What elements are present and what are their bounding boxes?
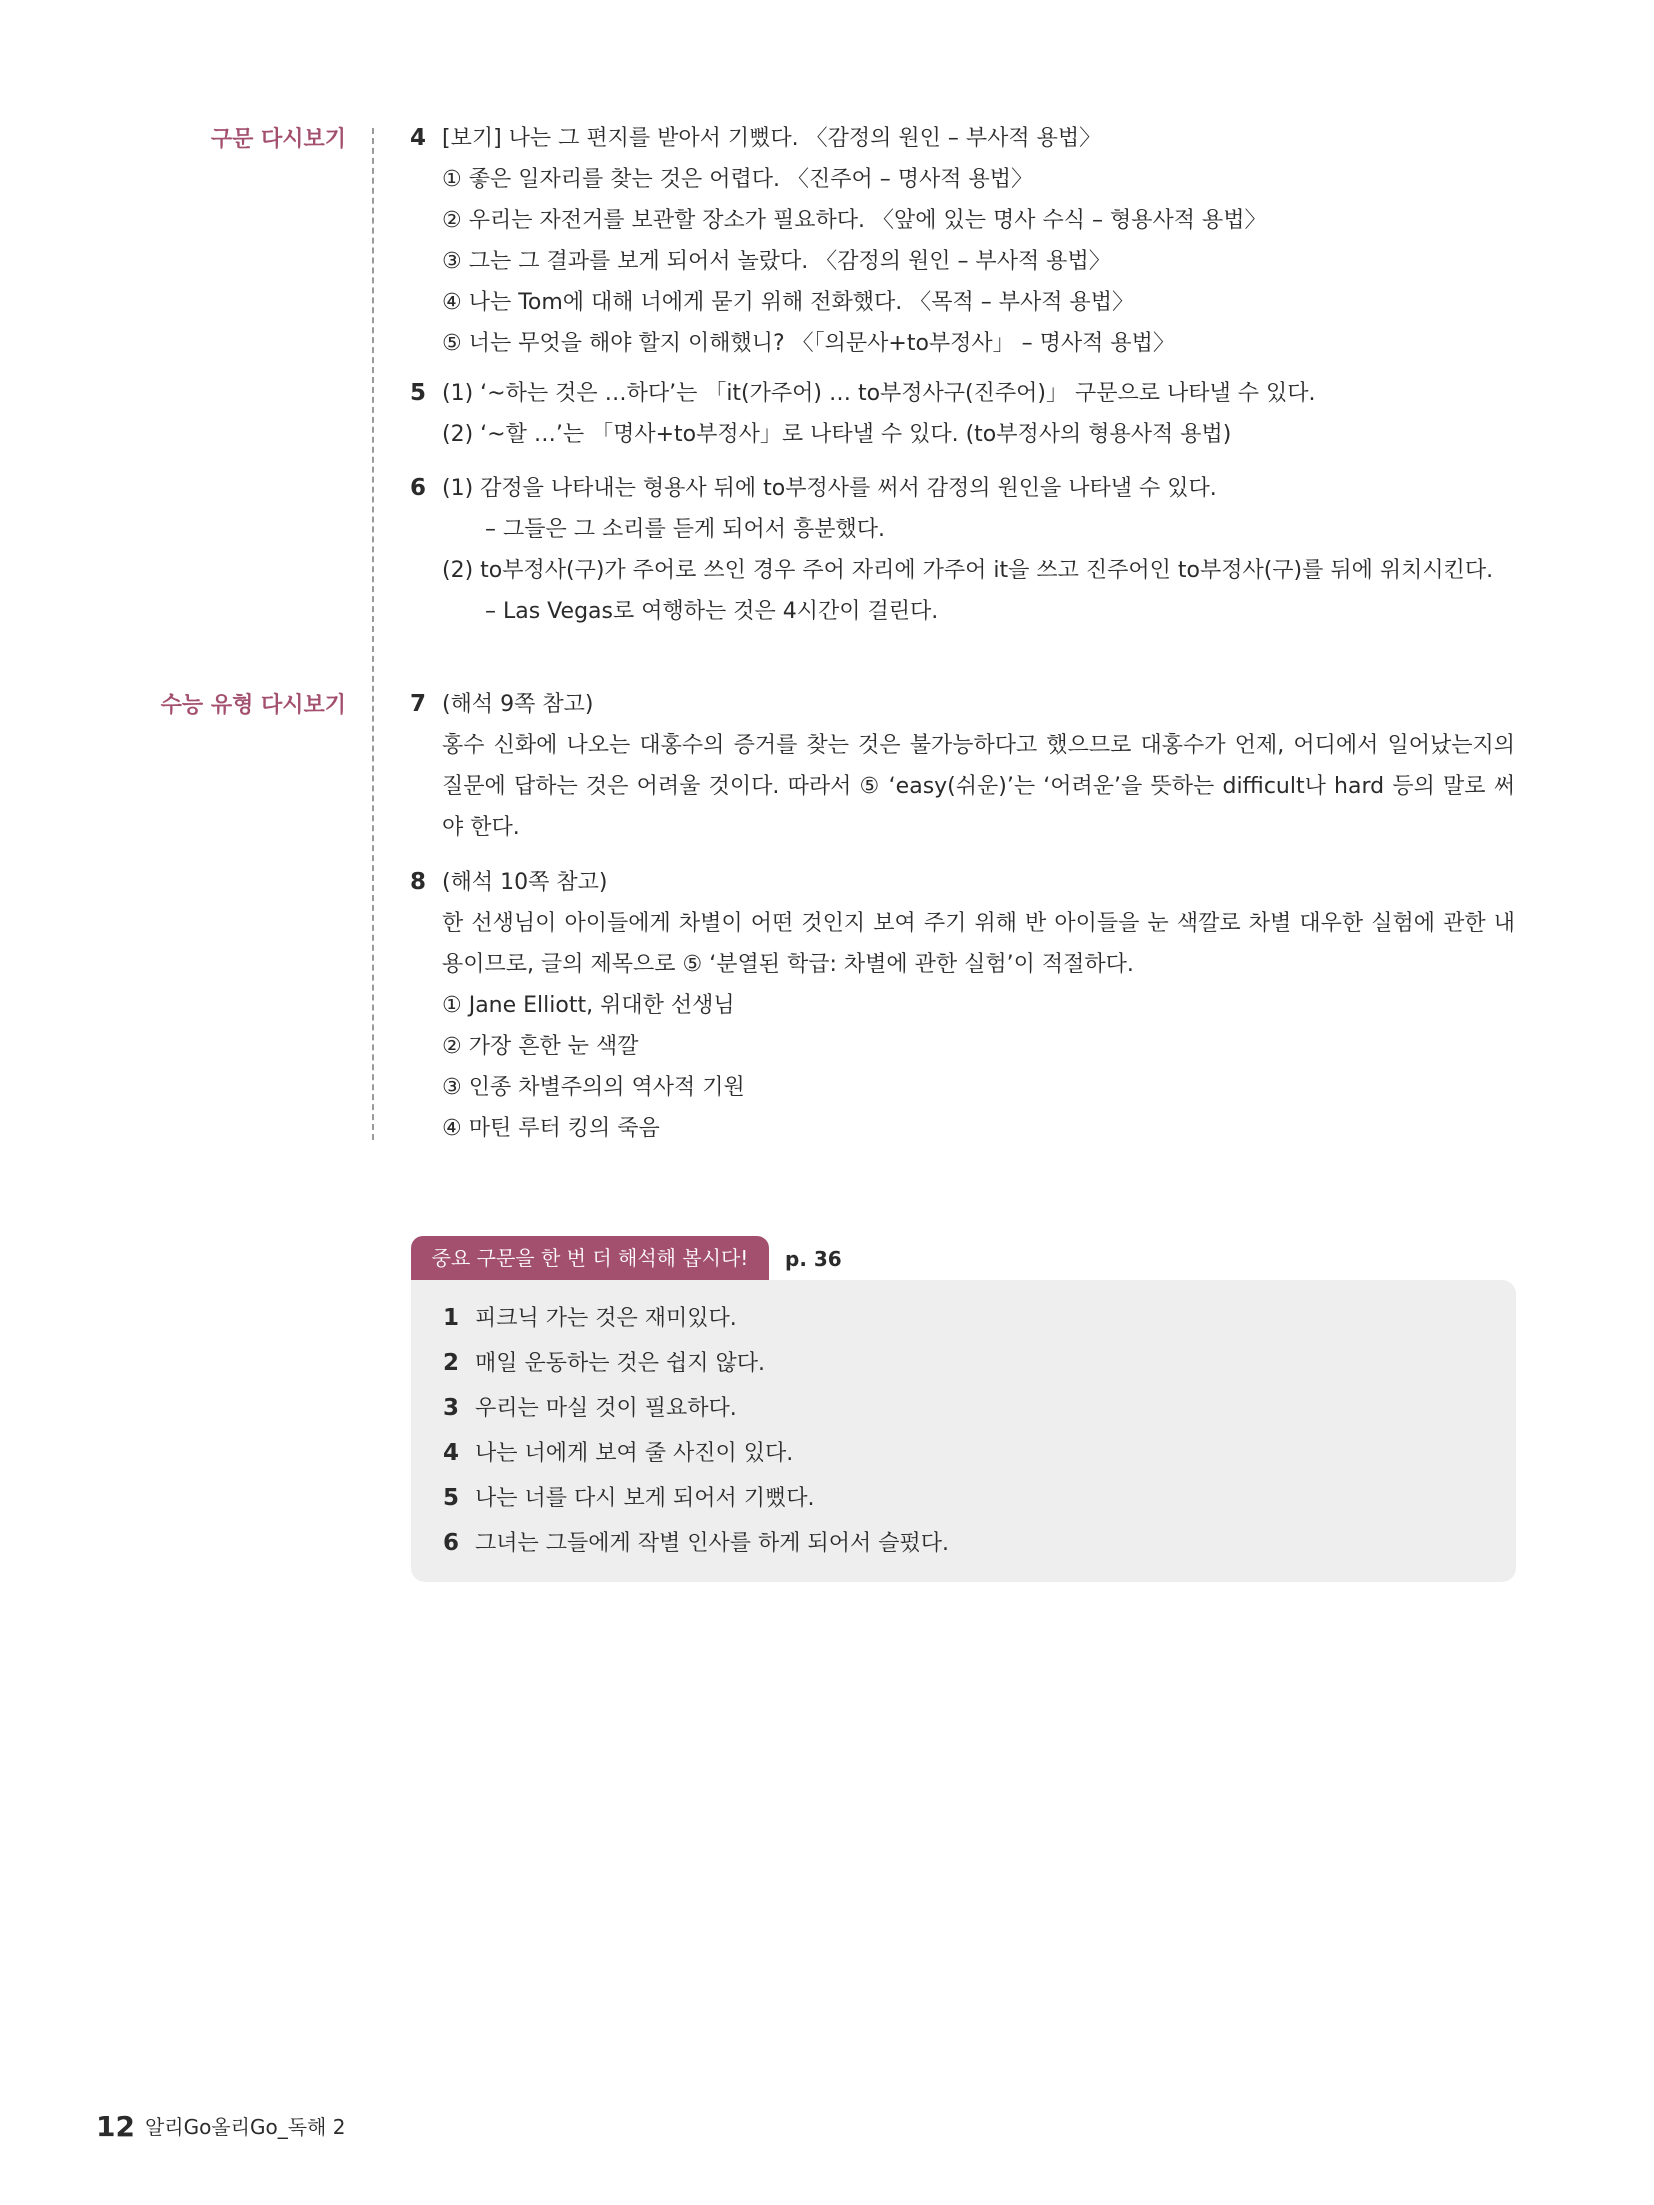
question-6-example: – 그들은 그 소리를 듣게 되어서 흥분했다. xyxy=(485,517,885,542)
question-number: 6 xyxy=(410,475,427,501)
question-8-ref: 8 (해석 10쪽 참고) xyxy=(410,862,1515,903)
section-label-review-syntax: 구문 다시보기 xyxy=(210,127,346,152)
question-6 xyxy=(410,468,1515,632)
question-4-option: ③ 그는 그 결과를 보게 되어서 놀랐다. 〈감정의 원인 – 부사적 용법〉 xyxy=(442,249,1111,274)
question-4-option: ⑤ 너는 무엇을 해야 할지 이해했니? 〈「의문사+to부정사」 – 명사적 용법〉 xyxy=(442,331,1175,356)
question-8-option: ④ 마틴 루터 킹의 죽음 xyxy=(442,1116,660,1141)
question-8-body: 한 선생님이 아이들에게 차별이 어떤 것인지 보여 주기 위해 반 아이들을 눈 색깔로 차별 대우한 실험에 관한 내용이므로, 글의 제목으로 ⑤ ‘분열된 학급: 차별에 관한 실험’이 적절하다. xyxy=(442,911,1515,977)
question-8 xyxy=(410,862,1515,1149)
list-item: 5 나는 너를 다시 보게 되어서 기뻤다. xyxy=(443,1485,815,1511)
page-footer xyxy=(96,2110,345,2143)
question-5 xyxy=(410,373,1515,455)
question-4-option: ④ 나는 Tom에 대해 너에게 묻기 위해 전화했다. 〈목적 – 부사적 용법〉 xyxy=(442,290,1135,315)
question-4-option: ② 우리는 자전거를 보관할 장소가 필요하다. 〈앞에 있는 명사 수식 – 형용사적 용법〉 xyxy=(442,208,1267,233)
review-sentences-list xyxy=(443,1296,949,1566)
question-4-line: 4 [보기] 나는 그 편지를 받아서 기뻤다. 〈감정의 원인 – 부사적 용법〉 xyxy=(410,118,1515,159)
question-number: 8 xyxy=(410,869,427,895)
question-5-line: (2) ‘~할 …’는 「명사+to부정사」로 나타낼 수 있다. (to부정사의 형용사적 용법) xyxy=(442,422,1232,447)
question-6-example: – Las Vegas로 여행하는 것은 4시간이 걸린다. xyxy=(485,599,939,624)
section-divider xyxy=(372,128,374,1140)
question-8-option: ③ 인종 차별주의의 역사적 기원 xyxy=(442,1075,745,1100)
question-6-line: (2) to부정사(구)가 주어로 쓰인 경우 주어 자리에 가주어 it을 쓰고 진주어인 to부정사(구)를 뒤에 위치시킨다. xyxy=(442,558,1494,583)
question-number: 4 xyxy=(410,125,427,151)
book-title: 알리Go올리Go_독해 2 xyxy=(144,2115,346,2139)
question-number: 7 xyxy=(410,691,427,717)
page-number: 12 xyxy=(96,2110,135,2143)
question-4 xyxy=(410,118,1515,364)
question-4-option: ① 좋은 일자리를 찾는 것은 어렵다. 〈진주어 – 명사적 용법〉 xyxy=(442,167,1033,192)
question-7-body: 홍수 신화에 나오는 대홍수의 증거를 찾는 것은 불가능하다고 했으므로 대홍수가 언제, 어디에서 일어났는지의 질문에 답하는 것은 어려울 것이다. 따라서 ⑤ ‘easy(쉬운)’는 ‘어려운’을 뜻하는 difficult나 hard 등의 말로 써야 한다. xyxy=(442,733,1515,840)
question-5-line: 5 (1) ‘~하는 것은 …하다’는 「it(가주어) … to부정사구(진주어)」 구문으로 나타낼 수 있다. xyxy=(410,373,1515,414)
review-sentences-box xyxy=(411,1280,1516,1582)
list-item: 1 피크닉 가는 것은 재미있다. xyxy=(443,1305,737,1331)
question-7 xyxy=(410,684,1515,848)
box-title-tab: 중요 구문을 한 번 더 해석해 봅시다! xyxy=(411,1236,769,1280)
question-8-option: ② 가장 흔한 눈 색깔 xyxy=(442,1034,639,1059)
list-item: 6 그녀는 그들에게 작별 인사를 하게 되어서 슬펐다. xyxy=(443,1530,949,1556)
list-item: 2 매일 운동하는 것은 쉽지 않다. xyxy=(443,1350,765,1376)
section-label-review-exam: 수능 유형 다시보기 xyxy=(160,693,346,718)
question-number: 5 xyxy=(410,380,427,406)
question-8-option: ① Jane Elliott, 위대한 선생님 xyxy=(442,993,735,1018)
question-6-line: 6 (1) 감정을 나타내는 형용사 뒤에 to부정사를 써서 감정의 원인을 나타낼 수 있다. xyxy=(410,468,1515,509)
list-item: 3 우리는 마실 것이 필요하다. xyxy=(443,1395,737,1421)
list-item: 4 나는 너에게 보여 줄 사진이 있다. xyxy=(443,1440,794,1466)
box-page-ref: p. 36 xyxy=(785,1247,842,1271)
question-7-ref: 7 (해석 9쪽 참고) xyxy=(410,684,1515,725)
